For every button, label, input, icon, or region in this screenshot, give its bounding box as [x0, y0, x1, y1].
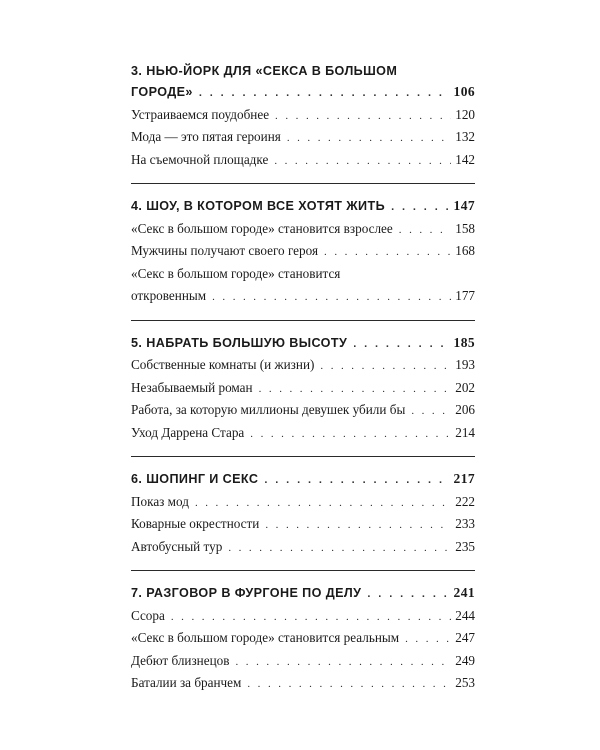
dot-leader	[367, 583, 449, 606]
toc-entry[interactable]	[131, 126, 475, 149]
toc-entry[interactable]	[131, 149, 475, 172]
entry-page-number: 202	[455, 379, 475, 395]
entry-page-number: 253	[455, 675, 475, 690]
toc-entry[interactable]	[131, 399, 475, 422]
chapter-heading[interactable]	[131, 582, 475, 605]
chapter-title: 4. ШОУ, В КОТОРОМ ВСЕ ХОТЯТ ЖИТЬ	[131, 199, 386, 213]
toc-entry[interactable]	[131, 377, 475, 400]
entry-title: «Секс в большом городе» становится реальным	[131, 630, 400, 645]
toc-entry[interactable]	[131, 285, 475, 308]
entry-title: «Секс в большом городе» становится	[131, 265, 341, 281]
toc-section	[131, 195, 475, 308]
entry-title: Работа, за которую миллионы девушек убили бы	[131, 402, 406, 417]
chapter-heading-line	[131, 62, 475, 81]
chapter-page-number: 185	[453, 334, 475, 350]
chapter-title: 5. НАБРАТЬ БОЛЬШУЮ ВЫСОТУ	[131, 335, 348, 350]
entry-title: Ссора	[131, 607, 165, 623]
toc-entry[interactable]	[131, 672, 475, 695]
entry-page-number: 158	[455, 220, 475, 236]
toc-section	[131, 332, 475, 445]
dot-leader	[247, 673, 451, 696]
entry-title: «Секс в большом городе» становится взрослее	[131, 220, 393, 236]
entry-page-number: 235	[455, 538, 475, 554]
entry-title: Автобусный тур	[131, 538, 223, 554]
section-divider	[131, 320, 475, 321]
toc-entry[interactable]	[131, 240, 475, 263]
entry-page-number: 177	[455, 288, 475, 303]
toc-section	[131, 468, 475, 558]
dot-leader	[228, 537, 451, 560]
dot-leader	[411, 400, 451, 423]
entry-title: Мода — это пятая героиня	[131, 129, 281, 144]
entry-title: Собственные комнаты (и жизни)	[131, 357, 315, 372]
entry-page-number: 249	[455, 652, 475, 668]
entry-title: Дебют близнецов	[131, 652, 230, 668]
entry-title: Коварные окрестности	[131, 516, 260, 531]
chapter-title: ГОРОДЕ»	[131, 85, 193, 99]
toc-entry[interactable]	[131, 605, 475, 628]
entry-title: Уход Даррена Стара	[131, 424, 245, 440]
dot-leader	[399, 219, 451, 242]
entry-title: Устраиваемся поудобнее	[131, 106, 270, 122]
section-divider	[131, 456, 475, 457]
chapter-page-number: 147	[453, 198, 475, 213]
entry-title: откровенным	[131, 288, 207, 303]
dot-leader	[171, 606, 451, 629]
chapter-heading[interactable]	[131, 195, 475, 218]
entry-title: Баталии за бранчем	[131, 675, 242, 690]
toc-entry-line	[131, 263, 475, 286]
toc-entry[interactable]	[131, 491, 475, 514]
chapter-heading[interactable]	[131, 81, 475, 104]
chapter-heading[interactable]	[131, 332, 475, 355]
chapter-heading[interactable]	[131, 468, 475, 491]
chapter-page-number: 241	[453, 585, 475, 600]
toc-entry[interactable]	[131, 627, 475, 650]
toc-entry[interactable]	[131, 104, 475, 127]
chapter-title: 3. НЬЮ-ЙОРК ДЛЯ «СЕКСА В БОЛЬШОМ	[131, 64, 398, 78]
toc-entry[interactable]	[131, 513, 475, 536]
toc-entry[interactable]	[131, 218, 475, 241]
entry-title: Мужчины получают своего героя	[131, 243, 319, 258]
dot-leader	[250, 423, 451, 446]
dot-leader	[199, 82, 450, 105]
chapter-title: 6. ШОПИНГ И СЕКС	[131, 472, 259, 486]
toc-entry[interactable]	[131, 354, 475, 377]
toc-entry[interactable]	[131, 536, 475, 559]
dot-leader	[320, 355, 451, 378]
entry-page-number: 214	[455, 424, 475, 440]
dot-leader	[212, 286, 451, 309]
table-of-contents	[131, 62, 475, 695]
dot-leader	[259, 378, 451, 401]
chapter-title: 7. РАЗГОВОР В ФУРГОНЕ ПО ДЕЛУ	[131, 586, 362, 600]
entry-page-number: 244	[455, 607, 475, 623]
entry-page-number: 247	[455, 630, 475, 645]
entry-title: Показ мод	[131, 493, 189, 509]
entry-page-number: 222	[455, 493, 475, 509]
dot-leader	[391, 196, 449, 219]
entry-page-number: 120	[455, 106, 475, 122]
dot-leader	[405, 628, 451, 651]
chapter-page-number: 106	[453, 84, 475, 99]
entry-page-number: 132	[455, 129, 475, 144]
dot-leader	[265, 514, 451, 537]
dot-leader	[235, 651, 451, 674]
entry-page-number: 233	[455, 516, 475, 531]
entry-title: На съемочной площадке	[131, 151, 269, 167]
entry-page-number: 142	[455, 151, 475, 167]
entry-page-number: 206	[455, 402, 475, 417]
dot-leader	[287, 127, 451, 150]
toc-entry[interactable]	[131, 422, 475, 445]
dot-leader	[353, 333, 449, 356]
dot-leader	[324, 241, 451, 264]
section-divider	[131, 570, 475, 571]
toc-section	[131, 62, 475, 171]
chapter-page-number: 217	[453, 471, 475, 486]
toc-section	[131, 582, 475, 695]
entry-page-number: 168	[455, 243, 475, 258]
dot-leader	[275, 105, 451, 128]
toc-entry[interactable]	[131, 650, 475, 673]
dot-leader	[195, 492, 451, 515]
entry-title: Незабываемый роман	[131, 379, 253, 395]
entry-page-number: 193	[455, 357, 475, 372]
dot-leader	[274, 150, 451, 173]
section-divider	[131, 183, 475, 184]
dot-leader	[264, 469, 449, 492]
